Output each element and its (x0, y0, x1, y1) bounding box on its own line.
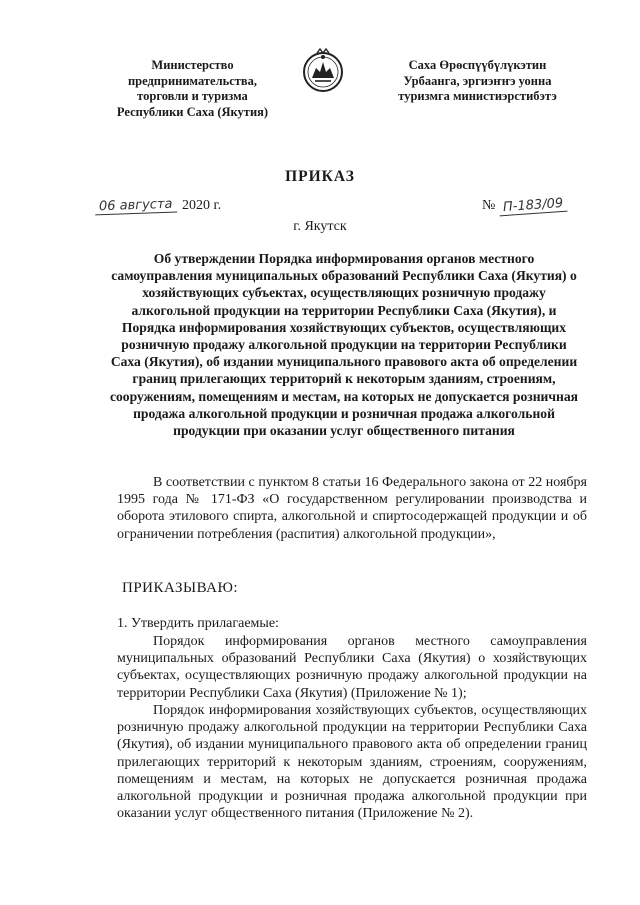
ministry-line: торговли и туризма (137, 89, 248, 103)
ministry-line: Урбаанга, эргиэҥҥэ уонна (403, 73, 552, 88)
document-number (482, 195, 569, 216)
ministry-name-russian (100, 58, 285, 120)
appendix-1-paragraph: Порядок информирования органов местного самоуправления муниципальных образований Республики Саха (Якутия) о хозяйствующих субъектах, осуществляющих розничную продажу алкогольной продукции на территории Республики Саха (Якутия) (Приложение № 1); (117, 634, 587, 701)
ministry-name-yakut (375, 58, 580, 105)
preamble-paragraph: В соответствии с пунктом 8 статьи 16 Федерального закона от 22 ноября 1995 года № 171-ФЗ «О государственном регулировании производства и оборота этилового спирта, алкогольной и спиртосодержащей продукции и об ограничении потребления (распития) алкогольной продукции», (117, 475, 587, 542)
handwritten-date: 06 августа (95, 197, 177, 216)
ministry-line: туризмга министиэрстибэтэ (398, 89, 557, 103)
handwritten-number: П-183/09 (498, 196, 567, 217)
ministry-line: Республики Саха (Якутия) (116, 104, 269, 119)
ministry-line: предпринимательства, (127, 73, 258, 88)
number-sign: № (482, 198, 496, 213)
document-city: г. Якутск (293, 219, 347, 234)
ministry-line: Министерство (151, 58, 234, 72)
appendix-2-paragraph: Порядок информирования хозяйствующих субъектов, осуществляющих розничную продажу алкогольной продукции на территории Республики Саха (Якутия), об издании муниципального правового акта об определении границ прилегающих территорий к некоторым зданиям, строениям, сооружениям, помещениям и местам, на которых не допускается розничная продажа алкогольной продукции и розничная продажа алкогольной продукции при оказании услуг общественного питания (Приложение № 2). (117, 703, 587, 822)
directive-heading: ПРИКАЗЫВАЮ: (122, 580, 239, 596)
coat-of-arms-icon (302, 48, 344, 94)
ministry-line: Саха Өрөспүүбүлүкэтин (408, 58, 547, 72)
document-subject: Об утверждении Порядка информирования органов местного самоуправления муниципальных образований Республики Саха (Якутия) о хозяйствующих субъектах, осуществляющих розничную продажу алкогольной продукции на территории Республики Саха (Якутия), и Порядка информирования хозяйствующих субъектов, осуществляющих розничную продажу алкогольной продукции на территории Республики Саха (Якутия), об издании муниципального правового акта об определении границ прилегающих территорий к некоторым зданиям, строениям, сооружениям, помещениям и местам, на которых не допускается розничная продажа алкогольной продукции и розничная продажа алкогольной продукции при оказании услуг общественного питания (109, 251, 579, 439)
date-year: 2020 г. (182, 198, 222, 213)
order-item-1: 1. Утвердить прилагаемые: (117, 616, 279, 631)
document-title: ПРИКАЗ (285, 168, 355, 185)
document-date (95, 198, 221, 214)
